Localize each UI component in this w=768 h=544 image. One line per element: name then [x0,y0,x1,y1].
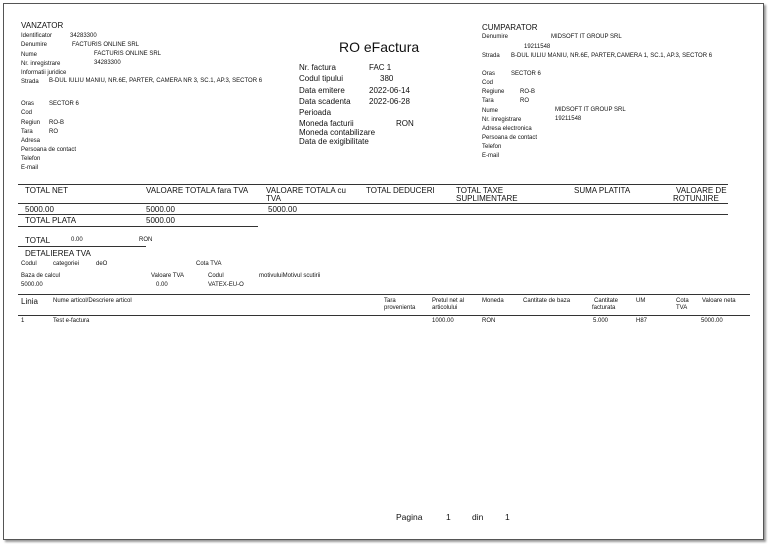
col-moneda: Moneda [482,298,504,304]
col-cota: Cota [676,298,689,304]
total-divider [18,246,146,247]
seller-adresa-label: Adresa [21,138,41,144]
buyer-nume-label: Nume [482,108,499,114]
row-um: H87 [636,318,648,324]
invoice-page [3,3,764,540]
perioada-label: Perioada [299,108,332,117]
seller-nr-inregistrare-value: 34283300 [94,60,121,66]
col-tara-2: provenienta [384,305,416,311]
row-linia: 1 [21,318,25,324]
seller-identificator-value: 34283300 [70,33,97,39]
buyer-persoana-label: Persoana de contact [482,135,538,141]
total-taxe-label: TOTAL TAXE [456,186,504,195]
buyer-tara-value: RO [520,98,529,104]
document-title: RO eFactura [339,39,420,55]
tva-motivului-label: motivuluiMotivul scutirii [259,273,321,279]
data-scadenta-label: Data scadenta [299,97,351,106]
totals-row-divider [18,214,728,215]
buyer-oras-value: SECTOR 6 [511,71,541,77]
tva-deo-label: deO [96,261,108,267]
footer-page-current: 1 [446,512,451,522]
buyer-adresa-electronica-label: Adresa electronica [482,126,532,132]
col-valoare-neta: Valoare neta [702,298,736,304]
data-scadenta-value: 2022-06-28 [369,97,410,106]
tva-title: DETALIEREA TVA [25,249,91,258]
valoare-cu-tva-value: 5000.00 [268,205,297,214]
tva-baza-value: 5000.00 [21,282,43,288]
totals-header-divider [18,203,728,204]
buyer-denumire-label: Denumire [482,34,509,40]
footer-page-total: 1 [505,512,510,522]
col-cantitate-baza: Cantitate de baza [523,298,571,304]
col-pret-2: articolului [432,305,458,311]
col-pret: Pretul net al [432,298,465,304]
buyer-oras-label: Oras [482,71,496,77]
tva-cota-label: Cota TVA [196,261,222,267]
row-moneda: RON [482,318,496,324]
codul-tipului-label: Codul tipului [299,74,344,83]
seller-informatii-juridice-label: Informatii juridice [21,70,67,76]
buyer-cod-value: 19211548 [524,44,551,50]
row-valoare: 5000.00 [701,318,723,324]
buyer-regiune-label: Regiune [482,89,505,95]
buyer-strada-label: Strada [482,53,500,59]
footer-pagina-label: Pagina [396,512,423,522]
seller-nume-value: FACTURIS ONLINE SRL [94,51,162,57]
tva-codul2-label: Codul [208,273,224,279]
total-net-value: 5000.00 [25,205,54,214]
buyer-nume-value: MIDSOFT IT GROUP SRL [555,107,626,113]
moneda-facturii-value: RON [396,119,414,128]
valoare-fara-tva-value: 5000.00 [146,205,175,214]
buyer-email-label: E-mail [482,153,500,159]
tva-valoare-value: 0.00 [156,282,168,288]
footer-din-label: din [472,512,484,522]
nr-factura-label: Nr. factura [299,63,336,72]
seller-cod-label: Cod [21,110,33,116]
seller-oras-value: SECTOR 6 [49,101,79,107]
buyer-title: CUMPARATOR [482,23,538,32]
total-plata-value: 5000.00 [146,216,175,225]
total-plata-divider [18,226,258,227]
row-cantitate: 5.000 [593,318,609,324]
seller-persoana-label: Persoana de contact [21,147,77,153]
totals-top-divider [18,184,728,185]
seller-nr-inregistrare-label: Nr. inregistrare [21,61,61,67]
tva-valoare-label: Valoare TVA [151,273,185,279]
total-deduceri-label: TOTAL DEDUCERI [366,186,435,195]
valoare-cu-tva-label: VALOARE TOTALA cu [266,186,346,195]
data-emitere-label: Data emitere [299,86,345,95]
valoare-rotunjire-label: VALOARE DE [676,186,727,195]
col-nume: Nume articol/Descriere articol [53,298,132,304]
buyer-nr-inregistrare-label: Nr. inregistrare [482,117,522,123]
data-emitere-value: 2022-06-14 [369,86,410,95]
data-exigibilitate-label: Data de exigibilitate [299,137,369,146]
valoare-cu-tva-label-2: TVA [266,194,281,203]
seller-denumire-label: Denumire [21,42,48,48]
tva-codul-label: Codul [21,261,37,267]
seller-tara-value: RO [49,129,58,135]
row-nume: Test e-factura [53,318,90,324]
row-pret: 1000.00 [432,318,454,324]
tva-categoriei-label: categoriei [53,261,80,267]
seller-regiun-label: Regiun [21,120,41,126]
seller-title: VANZATOR [21,21,64,30]
valoare-rotunjire-label-2: ROTUNJIRE [673,194,719,203]
total-net-label: TOTAL NET [25,186,68,195]
total-currency: RON [139,237,153,243]
buyer-tara-label: Tara [482,98,494,104]
seller-strada-value: B-DUL IULIU MANIU, NR.6E, PARTER, CAMERA NR 3, SC.1, AP.3, SECTOR 6 [49,78,263,84]
seller-strada-label: Strada [21,79,39,85]
seller-email-label: E-mail [21,165,39,171]
total-value: 0.00 [71,237,83,243]
total-plata-label: TOTAL PLATA [25,216,77,225]
moneda-contabilizare-label: Moneda contabilizare [299,128,376,137]
items-header-divider [18,315,750,316]
buyer-denumire-value: MIDSOFT IT GROUP SRL [551,34,622,40]
buyer-cod-label: Cod [482,80,494,86]
tva-baza-label: Baza de calcul [21,273,61,279]
suma-platita-label: SUMA PLATITA [574,186,631,195]
seller-oras-label: Oras [21,101,35,107]
buyer-telefon-label: Telefon [482,144,502,150]
col-linia: Linia [21,297,38,306]
col-um: UM [636,298,646,304]
col-cantitate-facturata: Cantitate [594,298,619,304]
seller-regiun-value: RO-B [49,120,64,126]
seller-identificator-label: Identificator [21,33,53,39]
col-cota-2: TVA [676,305,688,311]
buyer-regiune-value: RO-B [520,89,535,95]
tva-codul2-value: VATEX-EU-O [208,282,244,288]
valoare-fara-tva-label: VALOARE TOTALA fara TVA [146,186,249,195]
nr-factura-value: FAC 1 [369,63,392,72]
seller-tara-label: Tara [21,129,33,135]
total-label: TOTAL [25,236,51,245]
moneda-facturii-label: Moneda facturii [299,119,354,128]
total-taxe-label-2: SUPLIMENTARE [456,194,518,203]
items-top-divider [18,294,750,295]
seller-denumire-value: FACTURIS ONLINE SRL [72,42,140,48]
seller-nume-label: Nume [21,52,38,58]
seller-telefon-label: Telefon [21,156,41,162]
buyer-nr-inregistrare-value: 19211548 [555,116,582,122]
buyer-strada-value: B-DUL IULIU MANIU, NR.6E, PARTER,CAMERA 1, SC.1, AP.3, SECTOR 6 [511,53,713,59]
col-tara: Tara [384,298,396,304]
col-cantitate-facturata-2: facturata [592,305,616,311]
codul-tipului-value: 380 [380,74,394,83]
